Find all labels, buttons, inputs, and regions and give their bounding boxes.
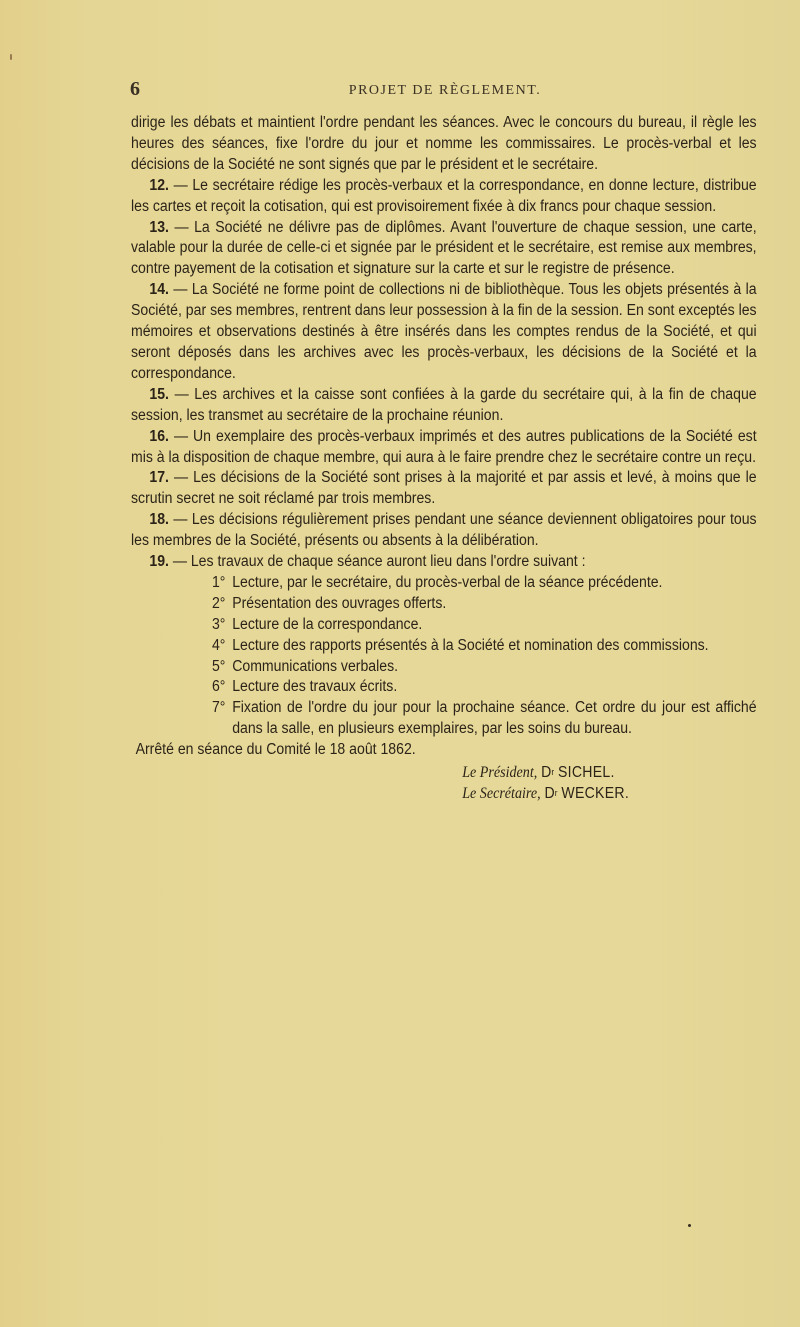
agenda-text: Présentation des ouvrages offerts. <box>232 594 447 612</box>
signature-block <box>131 763 757 805</box>
article-text: Les décisions régulièrement prises pendant une séance deviennent obligatoires pour tous les membres de la Société, présents ou absents à la délibération. <box>131 511 757 550</box>
article-text: La Société ne forme point de collections ni de bibliothèque. Tous les objets présentés à la Société, par ses membres, rentrent dans leur possession à la fin de la session. En sont exceptés les mémoires et observations destinés à être insérés dans les comptes rendus de la Société, et qui seront déposés dans les archives avec les procès-verbaux, les décisions de la Société et la correspondance. <box>131 281 757 382</box>
agenda-list <box>131 573 757 740</box>
body-text <box>131 113 757 805</box>
article-15 <box>131 385 757 427</box>
agenda-number: 4° <box>211 636 226 654</box>
article-13 <box>131 218 757 281</box>
article-text: Les archives et la caisse sont confiées à la garde du secrétaire qui, à la fin de chaque session, les transmet au secrétaire de la prochaine réunion. <box>131 385 757 424</box>
signature-title: $D^r$ <box>544 785 558 802</box>
article-number: 17. <box>149 469 169 487</box>
agenda-number: 5° <box>211 657 226 675</box>
dash: — <box>173 427 189 445</box>
article-text: Les travaux de chaque séance auront lieu dans l'ordre suivant : <box>190 553 586 571</box>
continuation-paragraph: dirige les débats et maintient l'ordre pendant les séances. Avec le concours du bureau, il règle les heures des séances, fixe l'ordre du jour et nomme les commissaires. Le procès-verbal et les décisions de la Société ne sont signés que par le président et le secrétaire. <box>131 114 757 173</box>
agenda-text: Communications verbales. <box>232 657 399 675</box>
article-16 <box>131 427 757 469</box>
paper-speck <box>688 1224 691 1227</box>
agenda-text: Fixation de l'ordre du jour pour la prochaine séance. Cet ordre du jour est affiché dans la salle, en plusieurs exemplaires, par les soins du bureau. <box>232 699 757 738</box>
article-text: Un exemplaire des procès-verbaux imprimés et des autres publications de la Société est mis à la disposition de chaque membre, qui aura à le faire prendre chez le secrétaire contre un reçu. <box>131 427 757 466</box>
article-number: 16. <box>149 427 169 445</box>
article-18 <box>131 510 757 552</box>
dash: — <box>174 218 189 236</box>
agenda-item <box>131 615 757 636</box>
article-19 <box>131 552 757 573</box>
header-title: PROJET DE RÈGLEMENT. <box>348 83 542 98</box>
signature-secretary <box>462 784 756 805</box>
article-number: 12. <box>149 176 169 194</box>
agenda-text: Lecture des travaux écrits. <box>232 678 398 696</box>
article-number: 18. <box>149 511 169 529</box>
article-14 <box>131 280 757 385</box>
article-number: 19. <box>149 553 169 571</box>
dash: — <box>173 176 188 194</box>
article-text: Le secrétaire rédige les procès-verbaux et la correspondance, en donne lecture, distribue les cartes et reçoit la cotisation, qui est provisoirement fixée à dix francs pour chaque session. <box>131 176 757 215</box>
agenda-item <box>131 698 757 740</box>
running-head <box>130 78 760 108</box>
signature-role: Le Secrétaire, <box>462 785 541 802</box>
agenda-item <box>131 657 757 678</box>
dash: — <box>172 553 187 571</box>
article-number: 15. <box>149 385 169 403</box>
signature-name: SICHEL. <box>558 764 615 782</box>
closing-statement: Arrêté en séance du Comité le 18 août 1862. <box>135 741 416 759</box>
article-text: Les décisions de la Société sont prises à la majorité et par assis et levé, à moins que le scrutin secret ne soit réclamé par trois membres. <box>131 469 757 508</box>
agenda-item <box>131 677 757 698</box>
article-12 <box>131 176 757 218</box>
agenda-text: Lecture, par le secrétaire, du procès-verbal de la séance précédente. <box>232 573 663 591</box>
agenda-text: Lecture des rapports présentés à la Société et nomination des commissions. <box>232 636 709 654</box>
page-number: 6 <box>130 78 140 100</box>
dash: — <box>173 511 188 529</box>
article-17 <box>131 468 757 510</box>
agenda-number: 1° <box>211 573 226 591</box>
signature-name: WECKER. <box>561 785 630 802</box>
agenda-number: 2° <box>211 594 226 612</box>
agenda-item <box>131 594 757 615</box>
agenda-item <box>131 573 757 594</box>
dash: — <box>174 385 189 403</box>
agenda-number: 6° <box>211 678 226 696</box>
agenda-item <box>131 636 757 657</box>
paper-mark <box>10 54 12 60</box>
dash: — <box>173 281 188 299</box>
article-number: 14. <box>149 281 169 299</box>
article-number: 13. <box>149 218 169 236</box>
dash: — <box>173 469 189 487</box>
agenda-text: Lecture de la correspondance. <box>232 615 423 633</box>
signature-role: Le Président, <box>462 764 538 782</box>
article-text: La Société ne délivre pas de diplômes. Avant l'ouverture de chaque session, une carte, valable pour la durée de celle-ci et signée par le président et le secrétaire, est remise aux membres, contre payement de la cotisation et signature sur la carte et sur le registre de présence. <box>131 218 757 278</box>
signature-president <box>462 763 756 784</box>
agenda-number: 7° <box>211 699 226 717</box>
signature-title: $D^r$ <box>541 764 555 782</box>
agenda-number: 3° <box>211 615 226 633</box>
